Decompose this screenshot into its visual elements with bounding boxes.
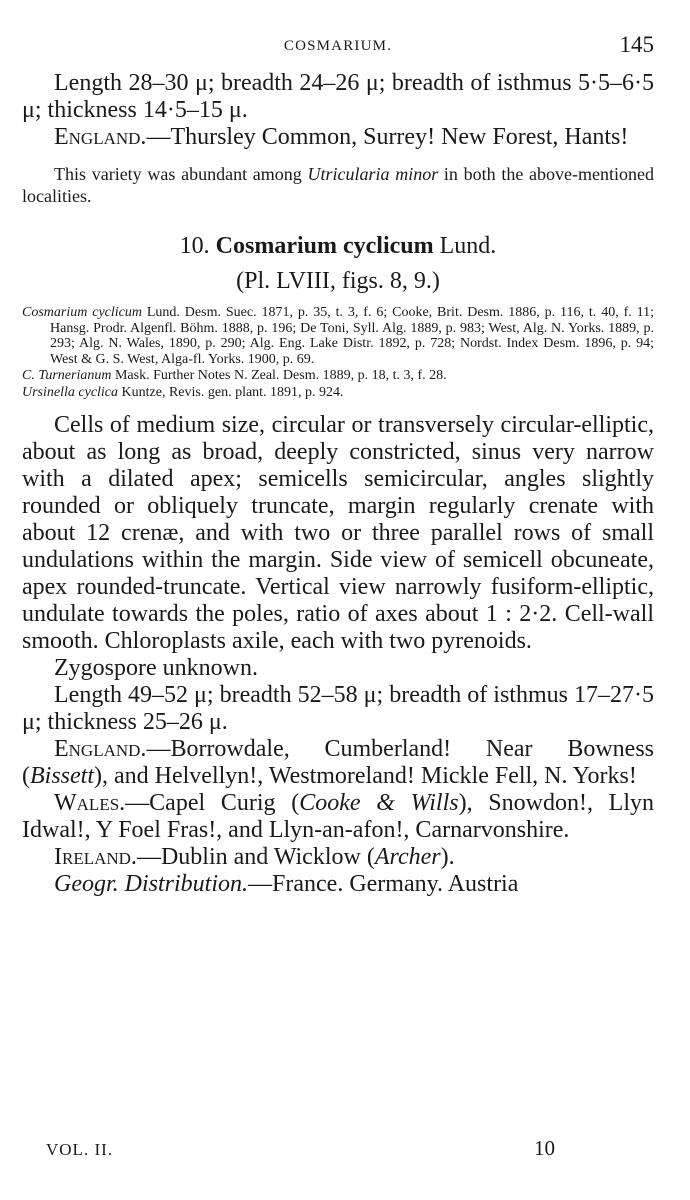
signature-mark: 10 [534, 1136, 555, 1160]
synonym-citation: Mask. Further Notes N. Zeal. Desm. 1889, p. 18, t. 3, f. 28. [111, 368, 447, 383]
book-page [22, 30, 654, 898]
region-label: England. [54, 124, 147, 150]
zygospore-note: Zygospore unknown. [54, 655, 258, 681]
variety-measurements: Length 28–30 μ; breadth 24–26 μ; breadth of isthmus 5·5–6·5 μ; thickness 14·5–15 μ. [22, 70, 654, 123]
species-name: Cosmarium cyclicum [215, 233, 434, 259]
distribution-text: —France. Germany. Austria [248, 871, 519, 897]
region-label: Wales. [54, 790, 126, 816]
running-head: COSMARIUM. [283, 38, 393, 54]
locality-england [22, 736, 654, 790]
locality-text: ), and Helvellyn!, Westmoreland! Mickle Fell, N. Yorks! [94, 763, 637, 789]
synonym-taxon: Ursinella cyclica [22, 384, 119, 400]
variety-locality-england [22, 124, 654, 151]
locality-text: ), Snowdon!, Llyn Idwal!, Y Foel Fras!, and Llyn-an-afon!, Carnarvonshire. [22, 790, 655, 843]
locality-ireland [22, 844, 654, 871]
variety-note [22, 163, 654, 207]
locality-text: —Dublin and Wicklow ( [136, 844, 375, 870]
synonym-entry [22, 305, 654, 367]
collector-name: Cooke & Wills [299, 790, 459, 816]
locality-text: —Thursley Common, Surrey! New Forest, Hants! [146, 124, 629, 150]
species-measurements: Length 49–52 μ; breadth 52–58 μ; breadth of isthmus 17–27·5 μ; thickness 25–26 μ. [22, 682, 654, 735]
species-description-block [22, 412, 654, 898]
plate-reference: (Pl. LVIII, figs. 8, 9.) [236, 268, 440, 294]
note-post: in both the above-mentioned localities. [22, 164, 654, 206]
synonym-taxon: C. Turnerianum [22, 368, 112, 383]
region-label: Ireland. [54, 844, 137, 870]
geographic-distribution [22, 871, 654, 898]
collector-name: Archer [374, 844, 441, 870]
locality-text: —Capel Curig ( [125, 790, 300, 816]
region-label: England. [54, 736, 147, 762]
synonymy-block [22, 305, 654, 400]
locality-wales [22, 790, 654, 844]
locality-text: —Borrowdale, Cumberland! Near Bowness ( [22, 736, 654, 789]
distribution-label: Geogr. Distribution. [54, 871, 249, 897]
synonym-entry [22, 385, 654, 401]
synonym-entry [22, 368, 654, 384]
species-number: 10. [179, 233, 210, 259]
species-author: Lund. [439, 233, 497, 259]
note-taxon: Utricularia minor [307, 164, 439, 184]
page-footer [22, 1136, 654, 1166]
synonym-taxon: Cosmarium cyclicum [22, 305, 142, 320]
locality-text: ). [440, 844, 455, 870]
collector-name: Bissett [30, 763, 94, 789]
synonym-citation: Lund. Desm. Suec. 1871, p. 35, t. 3, f. 6; Cooke, Brit. Desm. 1886, p. 116, t. 40, f. 11; Hansg. Prodr. Algenfl. Böhm. 1888, p. 196; De Toni, Syll. Alg. 1889, p. 983; West, Alg. N. Yorks. 1889, p. 293; Alg. N. Wales, 1890, p. 290; Alg. Eng. Lake Distr. 1892, p. 728; Nordst. Index Desm. 1896, p. 94; West & G. S. West, Alga-fl. Yorks. 1900, p. 69. [50, 305, 655, 367]
synonym-citation: Kuntze, Revis. gen. plant. 1891, p. 924. [118, 384, 344, 400]
volume-label: VOL. II. [46, 1140, 114, 1159]
page-number: 145 [619, 32, 654, 57]
note-pre: This variety was abundant among [54, 164, 308, 184]
page-header [22, 30, 654, 70]
species-description: Cells of medium size, circular or transversely circular-elliptic, about as long as broad, deeply constricted, sinus very narrow with a dilated apex; semicells semicircular, angles slightly rounded or obliquely truncate, margin regularly crenate with about 12 crenæ, and with two or three parallel rows of small undulations within the margin. Side view of semicell obcuneate, apex rounded-truncate. Vertical view narrowly fusiform-elliptic, undulate towards the poles, ratio of axes about 1 : 2·2. Cell-wall smooth. Chloroplasts axile, each with two pyrenoids. [22, 412, 654, 654]
species-heading [22, 233, 654, 260]
